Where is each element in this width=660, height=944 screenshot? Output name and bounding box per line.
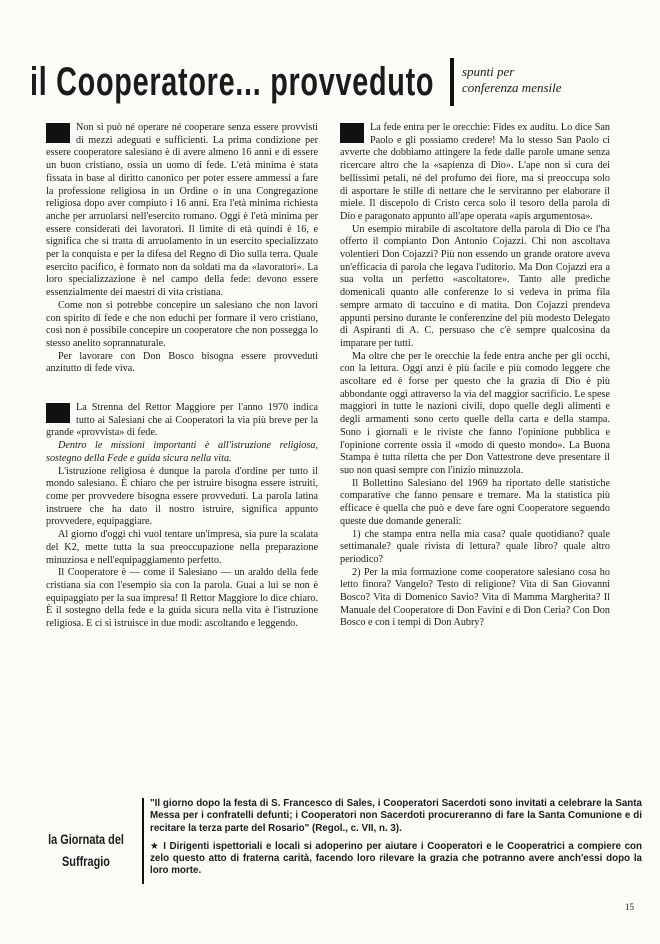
paragraph: Come non si potrebbe concepire un salesiano che non lavori con spirito di fede e che non educhi per formare il vero cristiano, così non è possibile concepire un cooperatore che non possegga lo stesso anelito soprannaturale. [46,299,318,349]
paragraph: Il Bollettino Salesiano del 1969 ha riportato delle statistiche comparative che fanno pensare e tremare. Ma la statistica più efficace è quella che può e deve fare ogni Cooperatore seguendo queste due domande generali: [340,477,610,527]
paragraph: Un esempio mirabile di ascoltatore della parola di Dio ce l'ha offerto il compianto Don Antonio Cojazzi. Chi non ascoltava volentieri Don Cojazzi? Più non essendo un grande oratore aveva un'efficacia di parola che legava l'uditorio. Ma Don Cojazzi era a sua volta un perfetto «ascoltatore». Tanto alle prediche domenicali quanto alle conferenze lo si vedeva in prima fila sempre armato di taccuino e di matita. Don Cojazzi prendeva appunti persino durante le conferenzine del più modesto Delegato di Aspiranti di A. C. persuaso che c'è sempre qualcosina da imparare per tutti. [340,223,610,349]
paragraph: 1) che stampa entra nella mia casa? quale quotidiano? quale settimanale? quale rivista di lettura? quale libro? quale altro periodico? [340,528,610,565]
left-column [46,122,318,631]
paragraph: La fede entra per le orecchie: Fides ex auditu. Lo dice San Paolo e gli possiamo credere! Ma lo stesso San Paolo ci avverte che dobbiamo attingere la fede dalle parole umane senza ricercare altro che la «sapienza di Dio». L'ape non si cura dei bellissimi petali, né del profumo dei fiore, ma si preoccupa solo di asportare le stille di nettare che le serviranno per elaborare il miele. Il discepolo di Cristo cerca solo il tesoro della parola di Dio e paragonato appunto all'ape operata «apis argumentosa». [340,122,610,222]
tagline-line-1: spunti per [462,64,515,79]
box-paragraph: "Il giorno dopo la festa di S. Francesco di Sales, i Cooperatori Sacerdoti sono invitati a celebrare la Santa Messa per i confratelli defunti; i Cooperatori non Sacerdoti procureranno di fare la Santa Comunione e di recitare la terza parte del Rosario" (Regol., c. VII, n. 3). [150,798,642,834]
paragraph: 2) Per la mia formazione come cooperatore salesiano cosa ho letto finora? Vangelo? Testo di religione? Vita di San Giovanni Bosco? Vita di Domenico Savio? Vita di Mamma Margherita? Il Manuale del Cooperatore di Don Favini e di Don Ceria? Con Don Bosco e con i tempi di Don Aubry? [340,566,610,629]
tagline [462,64,562,96]
right-column [340,122,610,630]
paragraph: Ma oltre che per le orecchie la fede entra anche per gli occhi, con la lettura. Oggi anzi è più facile e più comodo leggere che ascoltare ed è forse per questo che la grazia di Dio è più abbondante oggi attraverso la via del maggior sacrificio. Le spese maggiori in tutte le nazioni civili, dopo quelle degli alimenti e degli armamenti sono certo quelle della carta e della stampa. Sono i giornali e le riviste che fanno l'opinione pubblica e l'opinione corrente ossia il «modo di questo mondo». La Buona Stampa è tutta riletta che per Don Vattestrone deve presentare il suo non quasi sempre con l'inizio minuzzola. [340,350,610,476]
paragraph: Per lavorare con Don Bosco bisogna essere provveduti anzitutto di fede viva. [46,350,318,375]
paragraph: Non si può né operare né cooperare senza essere provvisti di mezzi adeguati e sufficienti. La prima condizione per essere cooperatore salesiano è di avere almeno 16 anni e di essere un buon cristiano, ossia un uomo di fede. L'età minima è stata fissata in base al diritto canonico per poter essere ammessi a fare la professione religiosa in un Ordine o in una Congregazione religiosa dopo aver compiuto i 16 anni. Era l'età minima richiesta anche per arruolarsi nell'esercito romano. Oggi è l'età minima per essere considerati dei lavoratori. Il limite di età quindi è 16, e significa che si tratta di arruolamento in un esercito specializzato per la conquista e per la difesa del Regno di Dio sulla terra. Quale esercito pacifico, è formato non da soldati ma da «lavoratori». La loro specializzazione è nel campo della fede: devono essere essenzialmente dei maestri di vita cristiana. [46,122,318,299]
box-label-line-2: Suffragio [62,853,110,869]
box-text [142,798,642,884]
paragraph: Al giorno d'oggi chi vuol tentare un'impresa, sia pure la scalata del K2, mette tutta la sua preoccupazione nella preparazione minuziosa e nell'equipaggiamento perfetto. [46,529,318,566]
box-paragraph: ★ I Dirigenti ispettoriali e locali si adoperino per aiutare i Cooperatori e le Cooperatrici a compiere con zelo questo atto di fraterna carità, facendo loro rilevare la grazia che potranno avere anch'essi dopo la loro morte. [150,840,642,877]
masthead [30,58,640,112]
paragraph: L'istruzione religiosa è dunque la parola d'ordine per tutto il mondo salesiano. È chiaro che per istruire bisogna essere istruiti, come per provvedere bisogna essere provveduti. La parola latina instruere che ha dato il nostro istruire, significa appunto provvedere, equipaggiare. [46,465,318,528]
paragraph: La Strenna del Rettor Maggiore per l'anno 1970 indica tutto ai Salesiani che ai Cooperatori la via più breve per la grande «provvista» di fede. [46,402,318,439]
section-marker [340,123,364,143]
title-divider [450,58,454,106]
paragraph: Dentro le missioni importanti è all'istruzione religiosa, sostegno della Fede e guida sicura nella vita. [46,440,318,464]
paragraph: Il Cooperatore è — come il Salesiano — un araldo della fede cristiana sia con l'esempio sia con la parola. Guai a lui se non è equipaggiato per la sua impresa! Il Rettor Maggiore lo dice chiaro. È il sostegno della fede e la guida sicura nella vita è l'istruzione religiosa. E ci si istruisce in due modi: ascoltando e leggendo. [46,567,318,630]
box-label [34,828,138,872]
page-title: il Cooperatore... provveduto [30,60,435,104]
section-marker [46,403,70,423]
box-label-line-1: la Giornata del [48,831,124,847]
suffrage-box [28,798,642,898]
section-marker [46,123,70,143]
section-gap [46,376,318,402]
page-number: 15 [625,902,634,912]
tagline-line-2: conferenza mensile [462,80,562,95]
